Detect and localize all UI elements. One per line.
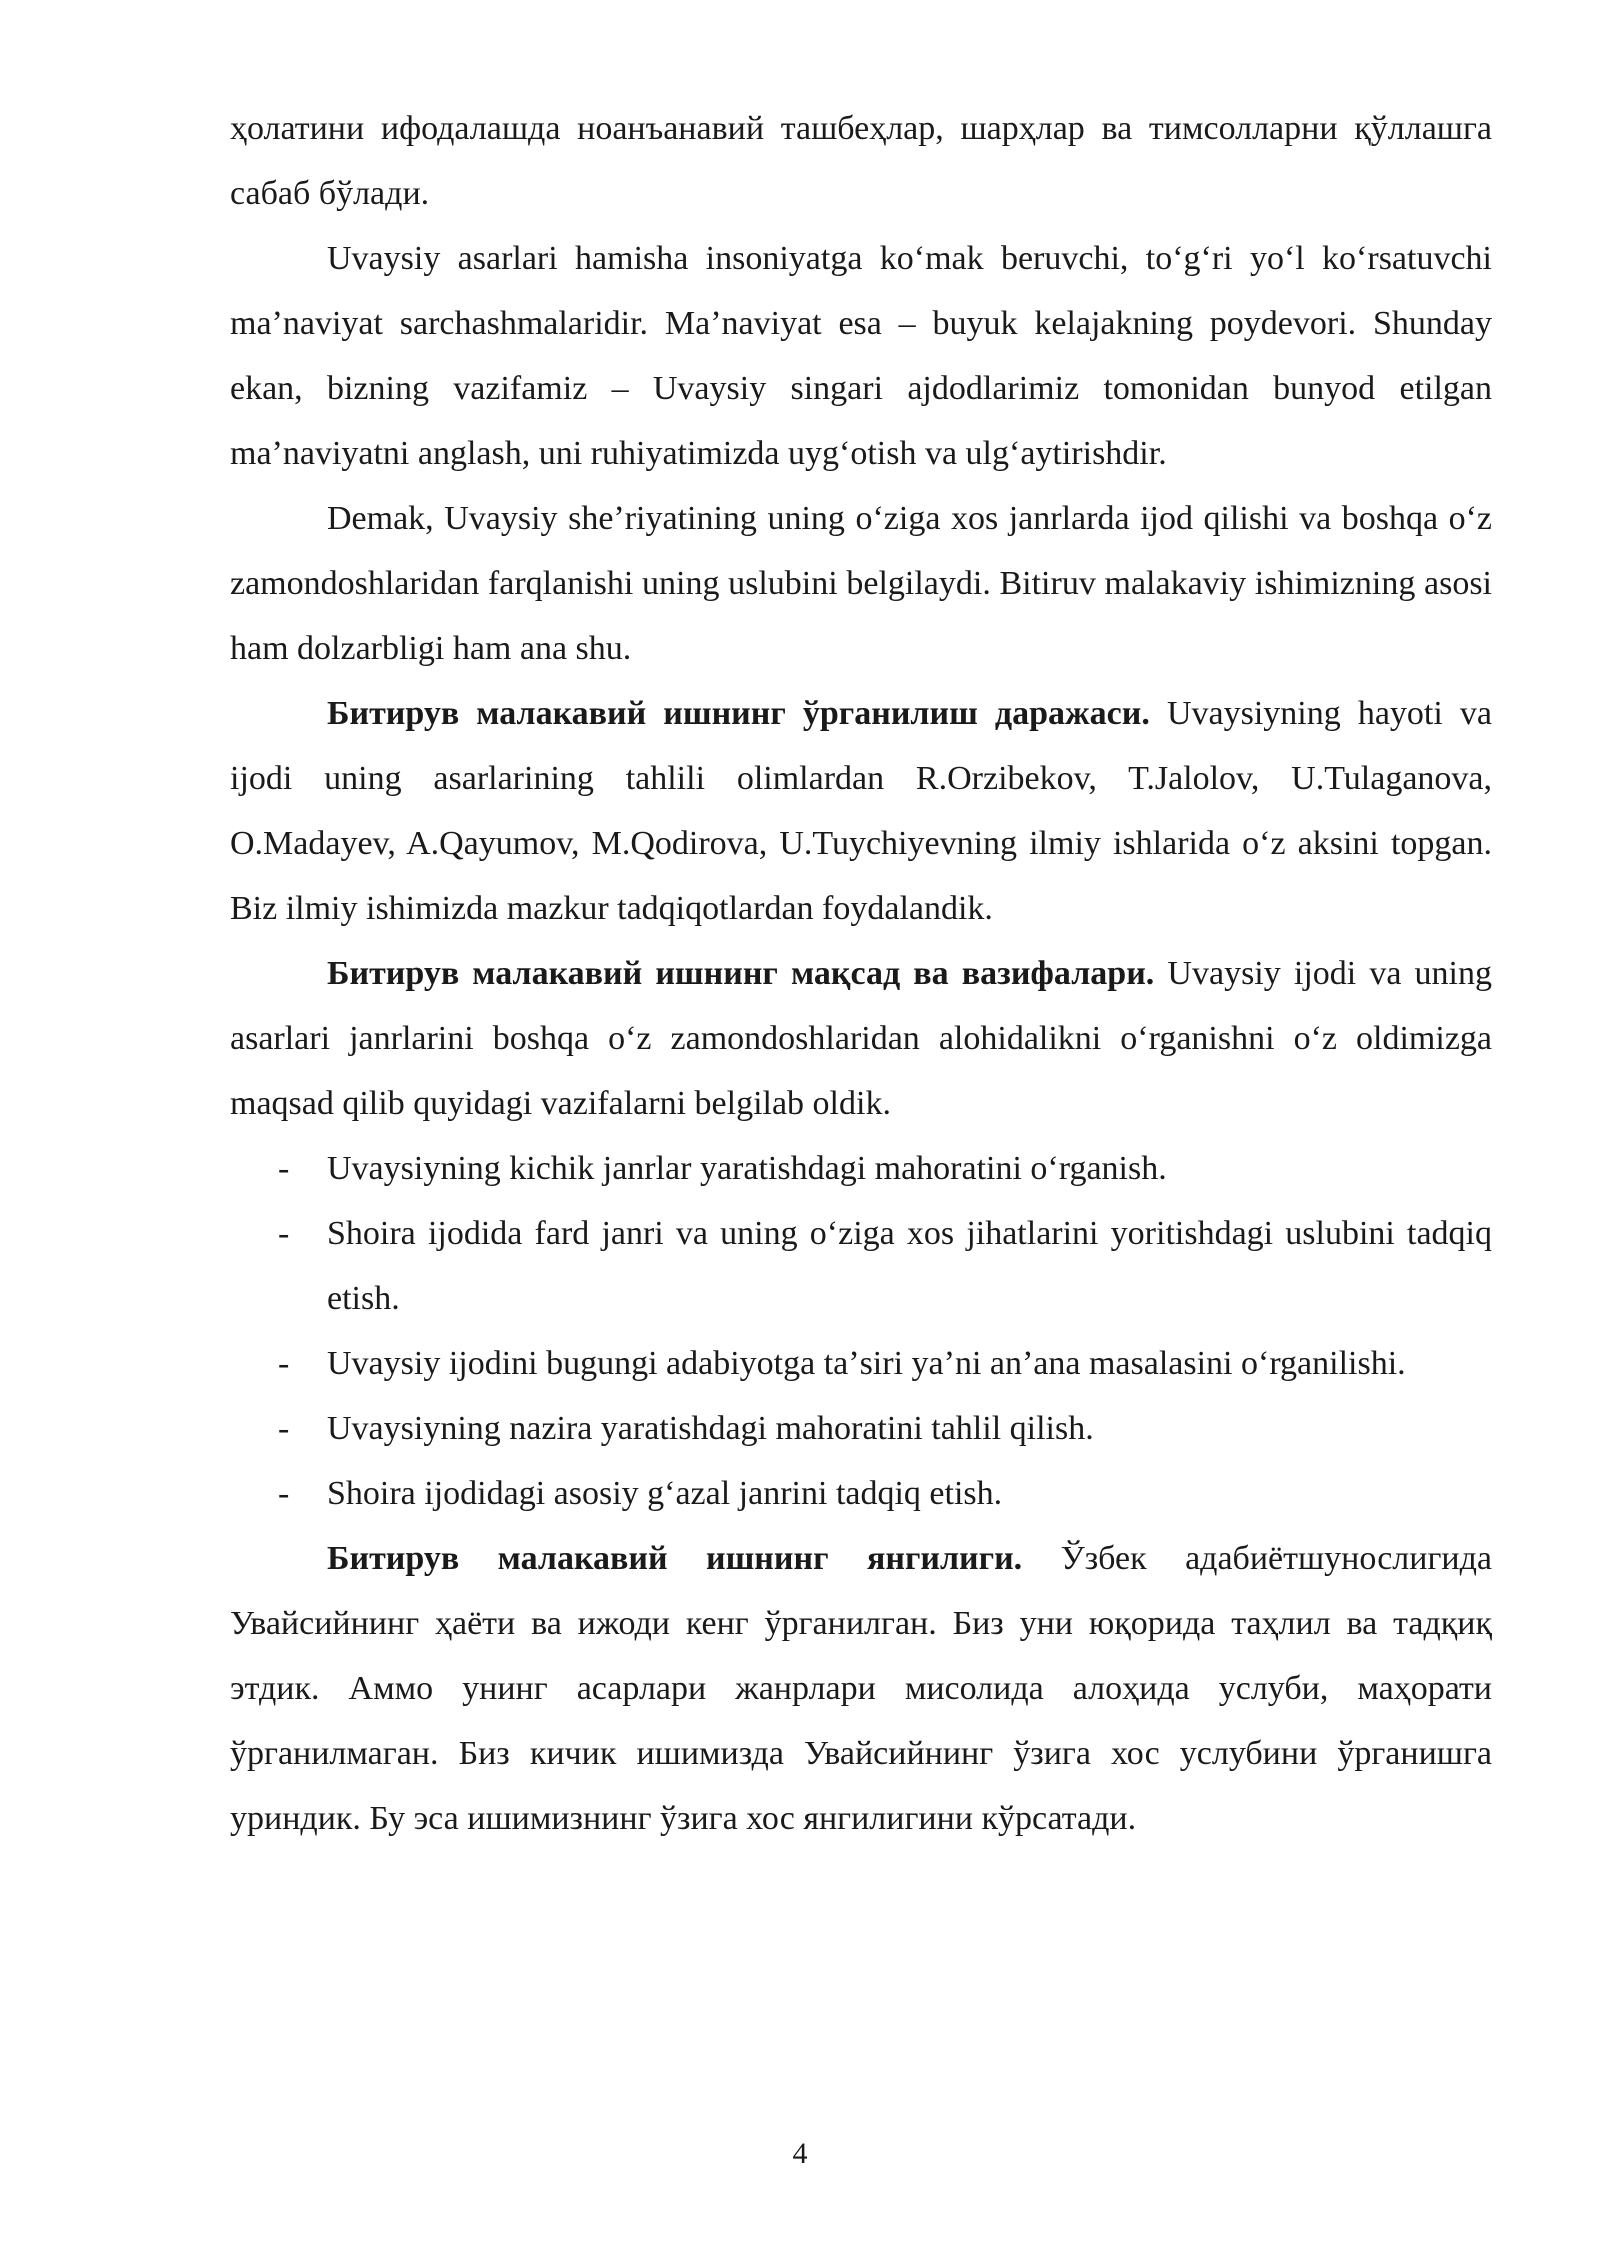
list-item-text: Shoira ijodidagi asosiy gʻazal janrini tadqiq etish. bbox=[327, 1475, 1003, 1512]
list-dash: - bbox=[278, 1215, 290, 1252]
list-item bbox=[230, 1201, 1492, 1331]
list-item bbox=[230, 1136, 1492, 1201]
section-heading-study-degree: Битирув малакавий ишнинг ўрганилиш даражаси. bbox=[327, 695, 1150, 732]
section-heading-novelty: Битирув малакавий ишнинг янгилиги. bbox=[327, 1540, 1023, 1577]
list-dash: - bbox=[278, 1475, 290, 1512]
list-item-text: Shoira ijodida fard janri va uning oʻziga xos jihatlarini yoritishdagi uslubini tadqiq etish. bbox=[327, 1215, 1492, 1317]
list-item-text: Uvaysiyning kichik janrlar yaratishdagi mahoratini oʻrganish. bbox=[327, 1150, 1167, 1187]
list-item-text: Uvaysiyning nazira yaratishdagi mahoratini tahlil qilish. bbox=[327, 1410, 1094, 1447]
paragraph-relevance: Demak, Uvaysiy sheʼriyatining uning oʻziga xos janrlarda ijod qilishi va boshqa oʻz zamondoshlaridan farqlanishi uning uslubini belgilaydi. Bitiruv malakaviy ishimizning asosi ham dolzarbligi ham ana shu. bbox=[230, 500, 1492, 667]
paragraph-novelty bbox=[230, 1526, 1492, 1851]
list-dash: - bbox=[278, 1150, 290, 1187]
paragraph-continuation: ҳолатини ифодалашда ноанъанавий ташбеҳлар, шарҳлар ва тимсолларни қўллашга сабаб бўлади. bbox=[230, 110, 1492, 212]
paragraph-spiritual-heritage: Uvaysiy asarlari hamisha insoniyatga koʻmak beruvchi, toʻgʻri yoʻl koʻrsatuvchi maʼnaviyat sarchashmalaridir. Maʼnaviyat esa – buyuk kelajakning poydevori. Shunday ekan, bizning vazifamiz – Uvaysiy singari ajdodlarimiz tomonidan bunyod etilgan maʼnaviyatni anglash, uni ruhiyatimizda uygʻotish va ulgʻaytirishdir. bbox=[230, 240, 1492, 472]
page-number: 4 bbox=[792, 2137, 808, 2170]
document-page bbox=[230, 96, 1492, 1851]
list-dash: - bbox=[278, 1410, 290, 1447]
section-text-study-degree: Uvaysiyning hayoti va ijodi uning asarlarining tahlili olimlardan R.Orzibekov, T.Jalolov, U.Tulaganova, O.Madayev, A.Qayumov, M.Qodirova, U.Tuychiyevning ilmiy ishlarida oʻz aksini topgan. Biz ilmiy ishimizda mazkur tadqiqotlardan foydalandik. bbox=[230, 695, 1492, 927]
section-text-goals: Uvaysiy ijodi va uning asarlari janrlarini boshqa oʻz zamondoshlaridan alohidalikni oʻrganishni oʻz oldimizga maqsad qilib quyidagi vazifalarni belgilab oldik. bbox=[230, 955, 1492, 1122]
paragraph-study-degree bbox=[230, 681, 1492, 941]
list-item bbox=[230, 1396, 1492, 1461]
list-dash: - bbox=[278, 1345, 290, 1382]
list-item-text: Uvaysiy ijodini bugungi adabiyotga taʼsiri yaʼni anʼana masalasini oʻrganilishi. bbox=[327, 1345, 1406, 1382]
section-heading-goals: Битирув малакавий ишнинг мақсад ва вазифалари. bbox=[327, 955, 1155, 992]
section-text-novelty: Ўзбек адабиётшунослигида Увайсийнинг ҳаёти ва ижоди кенг ўрганилган. Биз уни юқорида таҳлил ва тадқиқ этдик. Аммо унинг асарлари жанрлари мисолида алоҳида услуби, маҳорати ўрганилмаган. Биз кичик ишимизда Увайсийнинг ўзига хос услубини ўрганишга уриндик. Бу эса ишимизнинг ўзига хос янгилигини кўрсатади. bbox=[230, 1540, 1492, 1837]
paragraph-goals bbox=[230, 941, 1492, 1136]
list-item bbox=[230, 1461, 1492, 1526]
list-item bbox=[230, 1331, 1492, 1396]
task-list bbox=[230, 1136, 1492, 1526]
